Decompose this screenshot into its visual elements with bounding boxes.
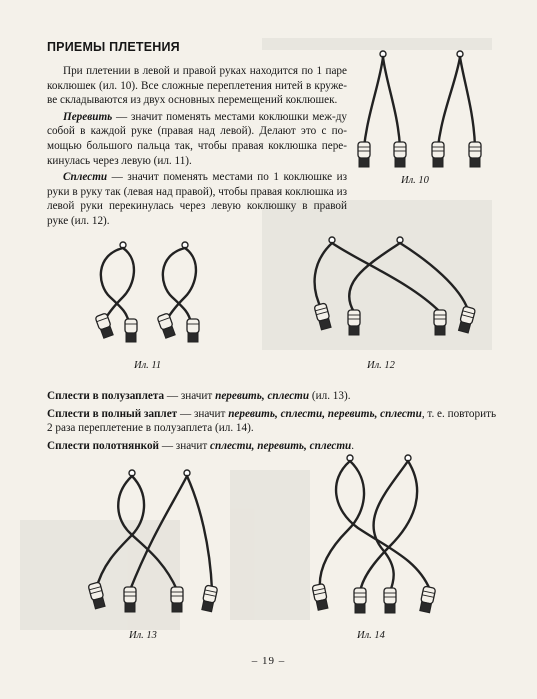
definition-polny-zaplet: [47, 407, 497, 436]
fig14-ropes: [320, 455, 430, 592]
definition-polzapleta-end: (ил. 13).: [309, 390, 351, 402]
definitions: [47, 389, 497, 456]
definition-polny-zaplet-term: Сплести в полный заплет: [47, 407, 178, 420]
fig13-bobbins: [88, 582, 218, 612]
definition-polzapleta: [47, 389, 497, 404]
definition-polzapleta-steps: перевить, сплести: [215, 390, 310, 402]
term-splesti: Сплести: [63, 171, 108, 184]
caption-fig10: Ил. 10: [401, 175, 429, 186]
term-perevit-definition: — значит поменять местами коклюшки меж-ду собой в каждой руке (правая над левой). Делают это с по-мощью большого пальца так, чтобы правая коклюшка пере-кинулась через левую (ил. 11).: [47, 110, 347, 167]
definition-polny-zaplet-end: , т. е. повторить 2 раза переплетение в полузаплета (ил. 14).: [47, 407, 497, 435]
figure-13: [82, 465, 232, 625]
definition-polotnyanka-end: .: [351, 439, 355, 452]
definition-polny-zaplet-steps: перевить, сплести, перевить, сплести: [228, 407, 422, 420]
definition-polzapleta-mid: — значит: [164, 390, 216, 402]
figure-14: [298, 450, 458, 628]
intro-text: [47, 64, 347, 231]
intro-paragraph-1: При плетении в левой и правой руках находится по 1 паре коклюшек (ил. 10). Все сложные переплетения нитей в круже-ве складываются из двух основных перемещений коклюшек.: [47, 65, 347, 107]
fig12-ropes: [315, 237, 468, 312]
fig10-bobbins: [358, 142, 481, 167]
caption-fig12: Ил. 12: [367, 360, 395, 371]
definition-polzapleta-term: Сплести в полузаплета: [47, 390, 165, 402]
definition-polny-zaplet-mid: — значит: [177, 407, 229, 420]
fig11-bobbins: [95, 313, 199, 342]
fig10-right-pair: [438, 51, 475, 147]
fig10-left-pair: [364, 51, 400, 147]
fig13-ropes: [96, 470, 212, 590]
definition-polotnyanka-term: Сплести полотнянкой: [47, 439, 160, 452]
fig12-bobbins: [314, 303, 476, 335]
figure-12: [300, 232, 500, 352]
page-number: – 19 –: [251, 655, 286, 667]
fig11-right-pair: [163, 242, 196, 323]
caption-fig14: Ил. 14: [357, 630, 385, 641]
fig11-left-pair: [101, 242, 134, 323]
intro-paragraph-3: [47, 170, 347, 228]
caption-fig13: Ил. 13: [129, 630, 157, 641]
intro-paragraph-2: [47, 110, 347, 168]
fig14-bobbins: [312, 584, 436, 613]
figure-10: [350, 42, 500, 172]
figure-11: [85, 235, 235, 350]
definition-polotnyanka-steps: сплести, перевить, сплести: [210, 439, 352, 452]
definition-polotnyanka-mid: — значит: [159, 439, 211, 452]
term-perevit: Перевить: [63, 110, 113, 123]
term-splesti-definition: — значит поменять местами по 1 коклюшке из руки в руку так (левая над правой), чтобы правая коклюшка из левой руки перекинулась через левую коклюшку в правой руке (ил. 12).: [47, 171, 347, 227]
caption-fig11: Ил. 11: [134, 360, 162, 371]
section-heading: ПРИЕМЫ ПЛЕТЕНИЯ: [47, 40, 180, 54]
